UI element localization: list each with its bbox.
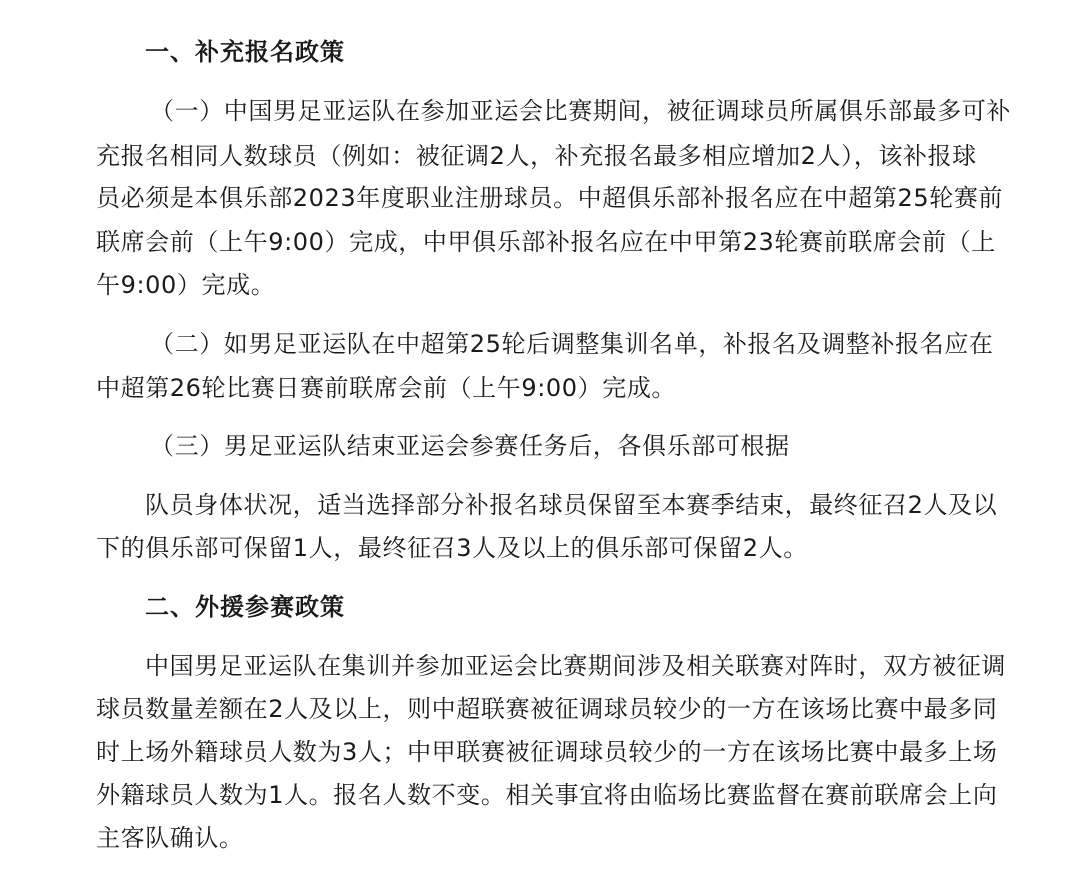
paragraph-line: 球员数量差额在2人及以上，则中超联赛被征调球员较少的一方在该场比赛中最多同 xyxy=(96,695,998,723)
paragraph-line: 外籍球员人数为1人。报名人数不变。相关事宜将由临场比赛监督在赛前联席会上向 xyxy=(96,781,998,809)
section-heading-2: 二、外援参赛政策 xyxy=(145,593,345,621)
paragraph-line: 充报名相同人数球员（例如：被征调2人，补充报名最多相应增加2人），该补报球 xyxy=(96,142,977,170)
paragraph-line: 时上场外籍球员人数为3人；中甲联赛被征调球员较少的一方在该场比赛中最多上场 xyxy=(96,738,998,766)
paragraph-line: 员必须是本俱乐部2023年度职业注册球员。中超俱乐部补报名应在中超第25轮赛前 xyxy=(96,184,1004,212)
paragraph-line: 中超第26轮比赛日赛前联席会前（上午9:00）完成。 xyxy=(96,374,677,402)
paragraph-line: 主客队确认。 xyxy=(96,824,244,852)
paragraph-line: （三）男足亚运队结束亚运会参赛任务后，各俱乐部可根据 xyxy=(150,432,790,460)
paragraph-line: （一）中国男足亚运队在参加亚运会比赛期间，被征调球员所属俱乐部最多可补 xyxy=(150,97,1011,125)
paragraph-line: 队员身体状况，适当选择部分补报名球员保留至本赛季结束，最终征召2人及以 xyxy=(145,491,998,519)
paragraph-line: 中国男足亚运队在集训并参加亚运会比赛期间涉及相关联赛对阵时，双方被征调 xyxy=(145,652,1006,680)
paragraph-line: 午9:00）完成。 xyxy=(96,271,276,299)
paragraph-line: 联席会前（上午9:00）完成，中甲俱乐部补报名应在中甲第23轮赛前联席会前（上 xyxy=(96,228,996,256)
section-heading-1: 一、补充报名政策 xyxy=(145,38,345,66)
paragraph-line: （二）如男足亚运队在中超第25轮后调整集训名单，补报名及调整补报名应在 xyxy=(150,330,994,358)
paragraph-line: 下的俱乐部可保留1人，最终征召3人及以上的俱乐部可保留2人。 xyxy=(96,534,808,562)
